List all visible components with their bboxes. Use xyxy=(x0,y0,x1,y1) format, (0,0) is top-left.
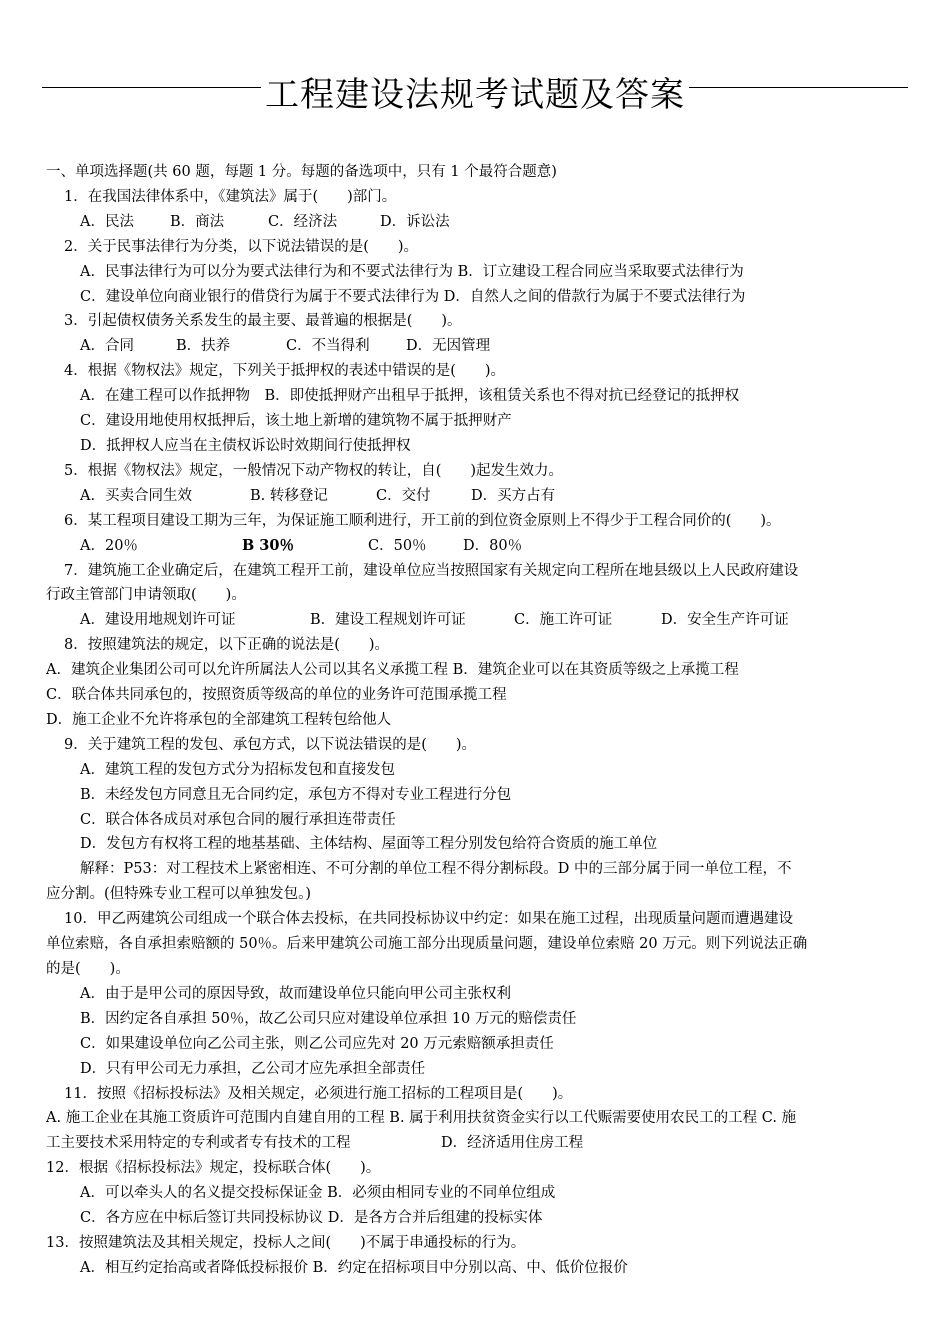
q9-option-b: B．未经发包方同意且无合同约定，承包方不得对专业工程进行分包 xyxy=(80,786,512,803)
q13-stem: 13．按照建筑法及其相关规定，投标人之间( )不属于串通投标的行为。 xyxy=(46,1234,526,1251)
q9-stem: 9．关于建筑工程的发包、承包方式，以下说法错误的是( )。 xyxy=(64,736,477,753)
q7-stem-line1: 7．建筑施工企业确定后，在建筑工程开工前，建设单位应当按照国家有关规定向工程所在地县级以上人民政府建设 xyxy=(64,562,799,579)
q10-stem-line3: 的是( )。 xyxy=(46,961,130,977)
q6-option-b: B 30％ xyxy=(242,536,294,554)
q12-options-ab: A．可以牵头人的名义提交投标保证金 B．必须由相同专业的不同单位组成 xyxy=(80,1185,556,1202)
q7-option-b: B．建设工程规划许可证 xyxy=(310,612,466,629)
q9-explanation-line1: 解释：P53：对工程技术上紧密相连、不可分割的单位工程不得分割标段。D 中的三部分属于同一单位工程，不 xyxy=(80,861,792,878)
q13-options-ab: A．相互约定抬高或者降低投标报价 B．约定在招标项目中分别以高、中、低价位报价 xyxy=(80,1259,628,1276)
q1-stem: 1．在我国法律体系中，《建筑法》属于( )部门。 xyxy=(64,188,397,205)
q5-stem: 5．根据《物权法》规定，一般情况下动产物权的转让，自( )起发生效力。 xyxy=(64,462,564,479)
q11-option-d: D．经济适用住房工程 xyxy=(441,1135,584,1152)
q5-options xyxy=(46,484,906,509)
q11-options-line2 xyxy=(46,1131,906,1156)
section-heading: 一、单项选择题(共 60 题，每题 1 分。每题的备选项中，只有 1 个最符合题意) xyxy=(46,164,557,180)
q7-options xyxy=(46,608,906,633)
q4-option-d: D．抵押权人应当在主债权诉讼时效期间行使抵押权 xyxy=(80,437,411,454)
q7-option-d: D．安全生产许可证 xyxy=(661,612,789,629)
q11-option-c-cont: 工主要技术采用特定的专利或者专有技术的工程 xyxy=(46,1135,351,1152)
q1-option-c: C．经济法 xyxy=(268,213,338,230)
q5-option-c: C．交付 xyxy=(376,487,431,504)
q9-explanation-line2: 应分割。(但特殊专业工程可以单独发包。) xyxy=(46,886,312,903)
q1-option-d: D．诉讼法 xyxy=(380,213,450,230)
q1-options xyxy=(46,210,906,235)
q9-option-a: A．建筑工程的发包方式分为招标发包和直接发包 xyxy=(80,761,395,778)
q4-option-c: C．建设用地使用权抵押后，该土地上新增的建筑物不属于抵押财产 xyxy=(80,413,512,430)
q5-option-d: D．买方占有 xyxy=(471,487,556,504)
q2-options-cd: C．建设单位向商业银行的借贷行为属于不要式法律行为 D．自然人之间的借款行为属于不要式法律行为 xyxy=(80,288,746,305)
q10-option-c: C．如果建设单位向乙公司主张，则乙公司应先对 20 万元索赔额承担责任 xyxy=(80,1035,554,1052)
q6-option-d: D．80％ xyxy=(463,537,523,554)
q2-options-ab: A．民事法律行为可以分为要式法律行为和不要式法律行为 B．订立建设工程合同应当采取要式法律行为 xyxy=(80,263,744,280)
q7-stem-line2: 行政主管部门申请领取( )。 xyxy=(46,587,246,604)
q9-option-c: C．联合体各成员对承包合同的履行承担连带责任 xyxy=(80,811,396,828)
q3-options xyxy=(46,334,906,359)
q3-option-a: A．合同 xyxy=(80,338,134,355)
page-title: 工程建设法规考试题及答案 xyxy=(0,72,950,118)
q3-stem: 3．引起债权债务关系发生的最主要、最普遍的根据是( )。 xyxy=(64,313,462,330)
q7-option-a: A．建设用地规划许可证 xyxy=(80,612,236,629)
q6-stem: 6．某工程项目建设工期为三年，为保证施工顺利进行，开工前的到位资金原则上不得少于工程合同价的( )。 xyxy=(64,512,781,529)
q11-stem: 11．按照《招标投标法》及相关规定，必须进行施工招标的工程项目是( )。 xyxy=(64,1085,573,1102)
q11-options-line1: A. 施工企业在其施工资质许可范围内自建自用的工程 B. 属于利用扶贫资金实行以工代赈需要使用农民工的工程 C. 施 xyxy=(46,1110,797,1127)
q3-option-d: D．无因管理 xyxy=(406,338,491,355)
q4-stem: 4．根据《物权法》规定，下列关于抵押权的表述中错误的是( )。 xyxy=(64,363,506,380)
q12-options-cd: C．各方应在中标后签订共同投标协议 D．是各方合并后组建的投标实体 xyxy=(80,1210,543,1227)
q6-option-a: A．20％ xyxy=(80,537,138,554)
q10-option-d: D．只有甲公司无力承担，乙公司才应先承担全部责任 xyxy=(80,1060,426,1077)
q8-options-ab: A．建筑企业集团公司可以允许所属法人公司以其名义承揽工程 B．建筑企业可以在其资质等级之上承揽工程 xyxy=(46,662,739,679)
q10-option-b: B．因约定各自承担 50％，故乙公司只应对建设单位承担 10 万元的赔偿责任 xyxy=(80,1010,577,1027)
q8-stem: 8．按照建筑法的规定，以下正确的说法是( )。 xyxy=(64,637,390,654)
q12-stem: 12．根据《招标投标法》规定，投标联合体( )。 xyxy=(46,1160,381,1177)
q10-stem-line2: 单位索赔，各自承担索赔额的 50％。后来甲建筑公司施工部分出现质量问题，建设单位索赔 20 万元。则下列说法正确 xyxy=(46,936,808,953)
q4-options-ab: A．在建工程可以作抵押物 B．即使抵押财产出租早于抵押，该租赁关系也不得对抗已经登记的抵押权 xyxy=(80,388,740,405)
q3-option-c: C．不当得利 xyxy=(286,338,370,355)
q1-option-a: A．民法 xyxy=(80,213,134,230)
q5-option-a: A．买卖合同生效 xyxy=(80,487,192,504)
q9-option-d: D．发包方有权将工程的地基基础、主体结构、屋面等工程分别发包给符合资质的施工单位 xyxy=(80,836,658,853)
q8-option-d: D．施工企业不允许将承包的全部建筑工程转包给他人 xyxy=(46,711,392,728)
q8-option-c: C．联合体共同承包的，按照资质等级高的单位的业务许可范围承揽工程 xyxy=(46,687,507,704)
q7-option-c: C．施工许可证 xyxy=(514,612,613,629)
exam-body xyxy=(46,160,906,1281)
q10-stem-line1: 10．甲乙两建筑公司组成一个联合体去投标，在共同投标协议中约定：如果在施工过程，出现质量问题而遭遇建设 xyxy=(64,911,793,928)
q6-option-c: C．50％ xyxy=(368,537,427,554)
q6-options xyxy=(46,534,906,559)
q2-stem: 2．关于民事法律行为分类，以下说法错误的是( )。 xyxy=(64,238,419,255)
q10-option-a: A．由于是甲公司的原因导致，故而建设单位只能向甲公司主张权利 xyxy=(80,985,511,1002)
q5-option-b: B. 转移登记 xyxy=(250,487,328,504)
q3-option-b: B．扶养 xyxy=(176,338,231,355)
q1-option-b: B．商法 xyxy=(170,213,225,230)
